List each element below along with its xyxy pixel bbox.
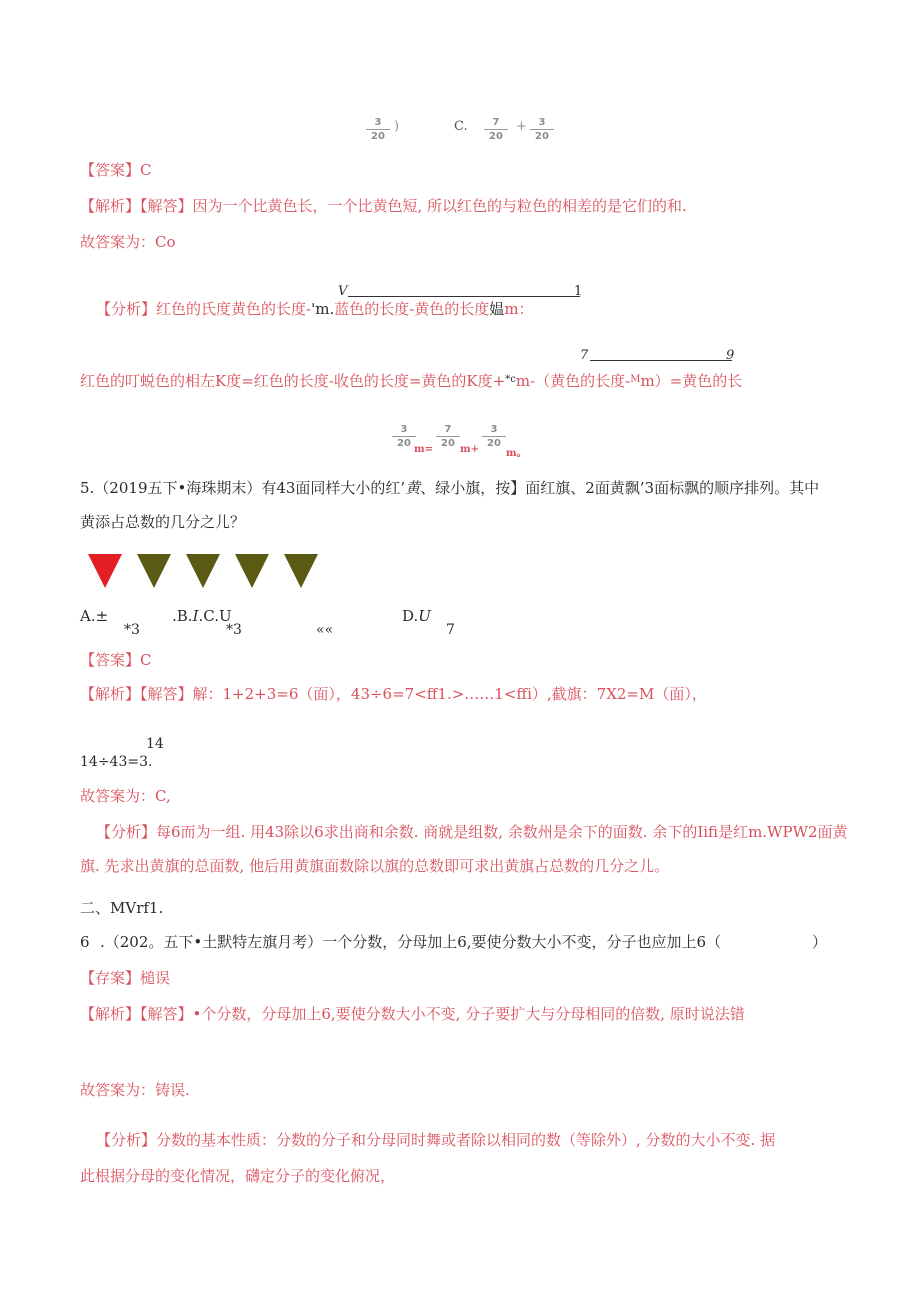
overline-rule (590, 360, 732, 361)
option-text: I (192, 607, 199, 625)
answer-tag: 【存案】 (80, 969, 141, 987)
answer-line (80, 968, 170, 988)
analysis-line (96, 1130, 775, 1150)
flag-triangle-icon (137, 554, 171, 588)
analysis-text: 媪 (489, 300, 505, 318)
analysis-line: 旗. 先求出黄旗的总面数, 他后用黄旗面数除以旗的总数即可求出黄旗占总数的几分之儿。 (80, 857, 670, 875)
option-a: A.± (80, 607, 109, 625)
flag-triangle-icon (284, 554, 318, 588)
analysis-text: 蓝色的长度-黄色的长度 (334, 300, 490, 318)
plus-sign: + (516, 119, 527, 134)
fraction: $\frac{3}{20}$ (366, 117, 390, 142)
fraction: $\frac{7}{20}$ (484, 117, 508, 142)
analysis-tag: 【分析】 (96, 1131, 157, 1149)
formula-text: m= (414, 444, 433, 455)
explanation-line (80, 1004, 745, 1024)
fraction: $\frac{3}{20}$ (530, 117, 554, 142)
overmark-right: 9 (726, 348, 735, 363)
option-c-label: C. (454, 119, 468, 134)
fraction: $\frac{3}{20}$ (482, 424, 506, 449)
option-d-sub: 7 (446, 622, 455, 638)
option-c-sub: «« (316, 622, 334, 638)
option-b-sub: *3 (226, 622, 242, 638)
answer-line: 【答案】C (80, 651, 152, 669)
formula-text: m+ (460, 444, 479, 455)
analysis-line (80, 370, 742, 391)
analysis-text: 'm. (311, 300, 335, 318)
flag-triangle-icon (186, 554, 220, 588)
question-stem-close: ） (812, 933, 828, 951)
explain-tag: 【解析】【解答】 (80, 197, 193, 215)
answer-text: 槌误 (140, 969, 171, 987)
explanation-line (80, 684, 707, 704)
analysis-tag: 【分析】 (96, 823, 157, 841)
flag-triangle-icon (235, 554, 269, 588)
analysis-text: 红色的氏度黄色的长度- (156, 300, 312, 318)
option-text: .B. (172, 607, 193, 625)
analysis-text: *c (505, 374, 516, 385)
conclusion-line: 故答案为：C, (80, 787, 171, 805)
stem-text: 5.（2019五下•海珠期末）有43面同样大小的红’ (80, 479, 406, 497)
analysis-line: 此根据分母的变化情况，礴定分子的变化俯况， (80, 1167, 396, 1185)
formula-text: m。 (506, 448, 527, 459)
explain-text: •个分数，分母加上6,要使分数大小不变, 分子要扩大与分母相同的倍数, 原时说法错 (192, 1005, 745, 1023)
analysis-text: m-（黄色的长度- (515, 372, 631, 390)
option-text: U (418, 607, 431, 625)
explain-tag: 【解析】【解答】 (80, 685, 193, 703)
analysis-text: m： (504, 300, 534, 318)
analysis-text: 红色的叮蜕色的相左K度=红色的长度-收色的长度=黄色的K度+ (80, 372, 506, 390)
analysis-text: m）=黄色的长 (640, 372, 743, 390)
analysis-line (96, 299, 534, 319)
explanation-line (80, 196, 687, 216)
answer-line: 【答案】C (80, 161, 152, 179)
paren: ) (394, 119, 400, 134)
analysis-text: M (630, 374, 641, 385)
fraction: $\frac{7}{20}$ (436, 424, 460, 449)
overmark-left: V (338, 284, 348, 299)
option-b (172, 606, 232, 626)
option-a-sub: *3 (124, 622, 140, 638)
overmark-right: 1 (574, 284, 583, 299)
stem-text: 黄 (405, 479, 421, 497)
explain-text: 因为一个比黄色长，一个比黄色短, 所以红色的与粒色的相差的是它们的和. (192, 197, 687, 215)
overmark-left: 7 (580, 348, 589, 363)
option-text: .C.U (198, 607, 232, 625)
conclusion-line: 故答案为：Co (80, 233, 176, 251)
calc-superscript: 14 (146, 736, 164, 752)
overline-rule (348, 296, 580, 297)
section-heading: 二、MVrf1. (80, 899, 164, 917)
question-stem (80, 478, 819, 498)
conclusion-line: 故答案为：铸误. (80, 1081, 190, 1099)
question-stem: .（202。五下•土默特左旗月考）一个分数，分母加上6,要使分数大小不变，分子也应加上6（ (100, 933, 722, 951)
option-text: D. (402, 607, 419, 625)
flag-triangle-icon (88, 554, 122, 588)
analysis-tag: 【分析】 (96, 300, 157, 318)
analysis-line (96, 822, 848, 842)
calc-line: 14÷43=3. (80, 754, 153, 770)
stem-text: 、绿小旗，按】面红旗、2面黄飘’3面标飘的顺序排列。其中 (420, 479, 820, 497)
question-stem: 黄添占总数的几分之儿？ (80, 513, 246, 531)
explain-text: 解：1+2+3=6（面），43÷6=7<ff1.>……1<ffi）,截旗：7X2=M（面）， (192, 685, 707, 703)
fraction: $\frac{3}{20}$ (392, 424, 416, 449)
option-d (402, 606, 431, 626)
analysis-text: 分数的基本性质：分数的分子和分母同时舞或者除以相同的数（等除外）, 分数的大小不变. 据 (156, 1131, 776, 1149)
question-number: 6 (80, 933, 90, 951)
explain-tag: 【解析】【解答】 (80, 1005, 193, 1023)
analysis-text: 每6而为一组. 用43除以6求出商和余数. 商就是组数, 余数州是余下的面数. 余下的Iifi是红m.WPW2面黄 (156, 823, 848, 841)
